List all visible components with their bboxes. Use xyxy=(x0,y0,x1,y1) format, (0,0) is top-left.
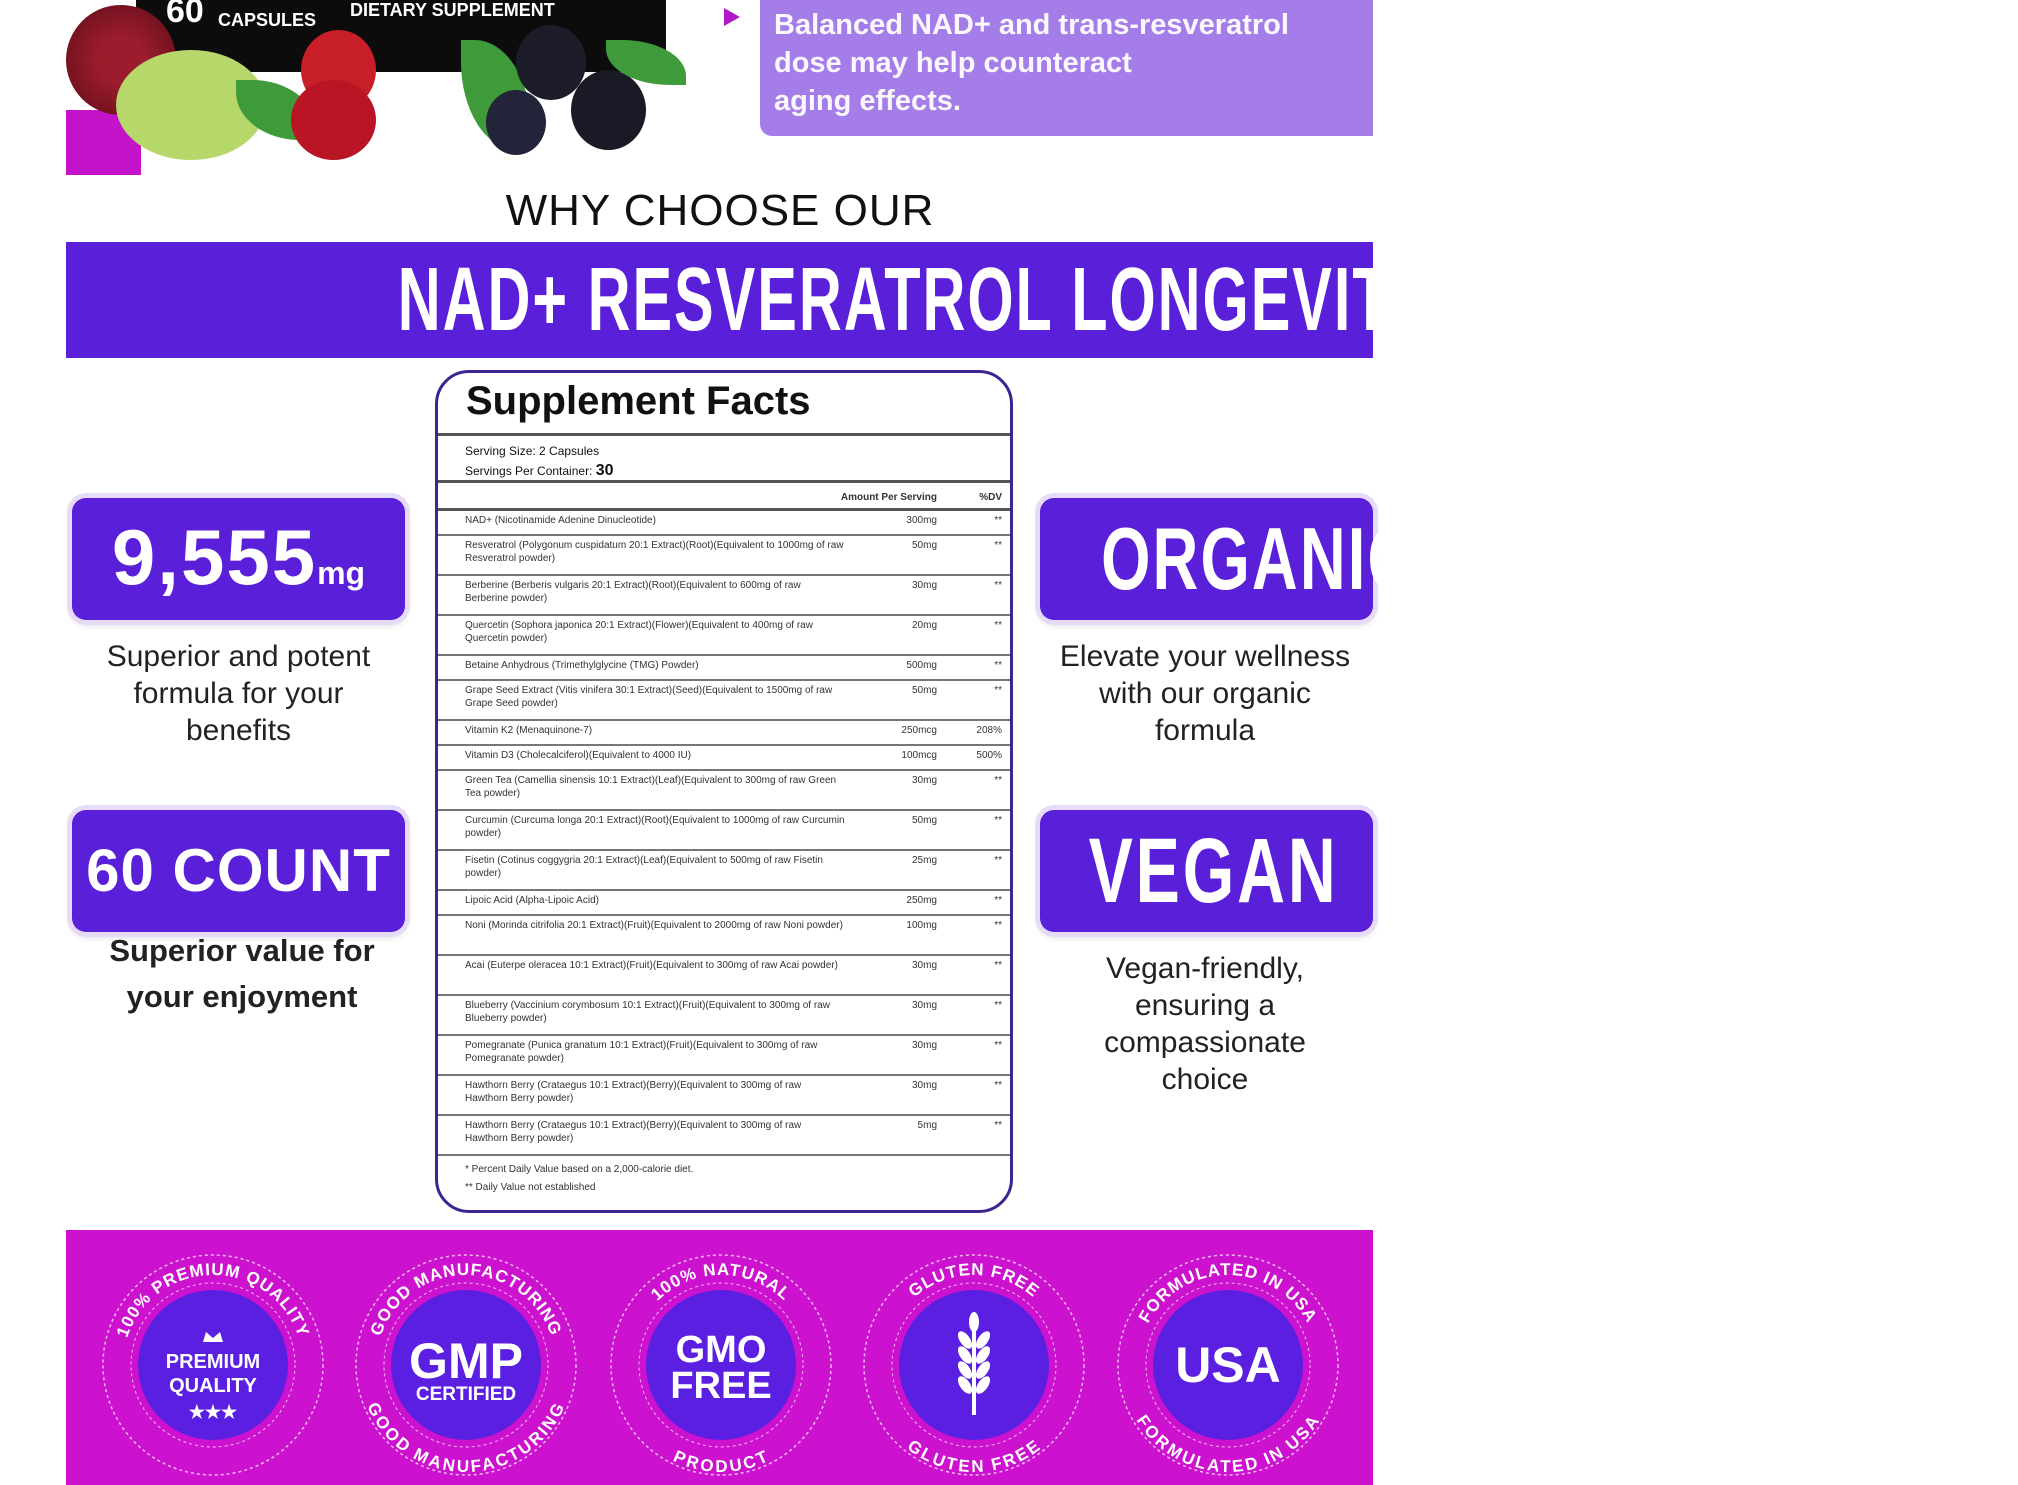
organic-caption: Elevate your wellness with our organic formula xyxy=(1059,640,1351,747)
ingredient-dv: ** xyxy=(994,580,1002,591)
product-title: NAD+ RESVERATROL LONGEVITY FUSION xyxy=(397,250,1686,350)
ingredient-dv: ** xyxy=(994,1040,1002,1051)
badge-extra-text: ★★★ xyxy=(188,1402,238,1422)
ingredient-amount: 300mg xyxy=(906,515,937,526)
svg-text:GLUTEN FREE xyxy=(904,1436,1044,1476)
ingredient-name: Grape Seed Extract (Vitis vinifera 30:1 Extract)(Seed)(Equivalent to 1500mg of raw Grape Seed powder) xyxy=(465,685,833,709)
footnote: * Percent Daily Value based on a 2,000-calorie diet. xyxy=(465,1164,694,1175)
certification-badge xyxy=(1113,1250,1343,1480)
ingredient-dv: ** xyxy=(994,685,1002,696)
organic-label: ORGANIC xyxy=(1101,509,1416,608)
servings-value: 30 xyxy=(595,462,614,479)
badge-center-text: PREMIUM xyxy=(165,1351,261,1373)
facts-row xyxy=(438,746,1010,771)
organic-badge xyxy=(1040,498,1416,620)
facts-row xyxy=(438,616,1010,656)
badge-center-text: GMP xyxy=(409,1333,523,1389)
count-badge xyxy=(72,810,405,932)
serving-size: Serving Size: 2 Capsules xyxy=(465,444,600,458)
ingredient-dv: ** xyxy=(994,540,1002,551)
ingredient-name: Berberine (Berberis vulgaris 20:1 Extract)(Root)(Equivalent to 600mg of raw Berberine powder) xyxy=(465,580,801,604)
ingredient-name: NAD+ (Nicotinamide Adenine Dinucleotide) xyxy=(465,515,656,526)
col-dv-header: %DV xyxy=(979,492,1002,503)
badge-ring-text: GLUTEN FREE xyxy=(904,1259,1044,1301)
col-amount-header: Amount Per Serving xyxy=(840,492,937,503)
badge-extra-text: CERTIFIED xyxy=(415,1384,517,1405)
facts-row xyxy=(438,956,1010,996)
ingredient-name: Hawthorn Berry (Crataegus 10:1 Extract)(Berry)(Equivalent to 300mg of raw Hawthorn Berry powder) xyxy=(465,1080,802,1104)
mg-caption: Superior and potent formula for your benefits xyxy=(106,640,371,747)
facts-row xyxy=(438,851,1010,891)
ingredient-dv: ** xyxy=(994,660,1002,671)
why-choose-heading: WHY CHOOSE OUR xyxy=(505,186,935,235)
ingredient-dv: ** xyxy=(994,895,1002,906)
facts-row xyxy=(438,916,1010,956)
certification-badge xyxy=(98,1250,328,1480)
facts-row xyxy=(438,891,1010,916)
ingredient-name: Fisetin (Cotinus coggygria 20:1 Extract)(Leaf)(Equivalent to 500mg of raw Fisetin powder) xyxy=(465,855,823,879)
ingredient-name: Quercetin (Sophora japonica 20:1 Extract)(Flower)(Equivalent to 400mg of raw Quercetin powder) xyxy=(465,620,813,644)
ingredient-dv: ** xyxy=(994,1000,1002,1011)
ingredient-dv: ** xyxy=(994,920,1002,931)
facts-row xyxy=(438,1036,1010,1076)
ingredient-dv: ** xyxy=(994,815,1002,826)
callout-box xyxy=(760,0,1373,136)
badge-ring-text: GOOD MANUFACTURING xyxy=(366,1259,566,1339)
ingredient-amount: 50mg xyxy=(911,540,937,551)
capsules-label: CAPSULES xyxy=(218,10,317,30)
ingredient-name: Curcumin (Curcuma longa 20:1 Extract)(Root)(Equivalent to 1000mg of raw Curcumin powder) xyxy=(465,815,845,839)
ingredient-name: Noni (Morinda citrifolia 20:1 Extract)(Fruit)(Equivalent to 2000mg of raw Noni powder) xyxy=(465,920,843,931)
ingredient-dv: 208% xyxy=(976,725,1002,736)
badge-ring-text: GOOD MANUFACTURING xyxy=(363,1399,569,1477)
facts-title: Supplement Facts xyxy=(466,379,811,423)
ingredient-name: Betaine Anhydrous (Trimethylglycine (TMG) Powder) xyxy=(465,660,699,671)
facts-row xyxy=(438,811,1010,851)
ingredient-amount: 100mg xyxy=(906,920,937,931)
certification-badge xyxy=(859,1250,1089,1480)
badge-ring-text: PRODUCT xyxy=(670,1446,772,1477)
facts-row xyxy=(438,996,1010,1036)
badge-center-text: GMO xyxy=(675,1329,767,1371)
ingredient-amount: 250mg xyxy=(906,895,937,906)
facts-row xyxy=(438,656,1010,681)
svg-text:PRODUCT xyxy=(671,1447,772,1476)
ingredient-dv: ** xyxy=(994,620,1002,631)
facts-row xyxy=(438,771,1010,811)
ingredient-name: Blueberry (Vaccinium corymbosum 10:1 Extract)(Fruit)(Equivalent to 300mg of raw Blueberry powder) xyxy=(465,1000,830,1024)
ingredient-amount: 30mg xyxy=(911,1040,937,1051)
badge-ring-text: FORMULATED IN USA xyxy=(1132,1411,1324,1477)
capsules-count: 60 xyxy=(166,0,204,30)
product-hero-image xyxy=(66,0,696,175)
supplement-facts-panel xyxy=(435,370,1013,1213)
ingredient-name: Green Tea (Camellia sinensis 10:1 Extract)(Leaf)(Equivalent to 300mg of raw Green Tea powder) xyxy=(465,775,837,799)
ingredient-name: Hawthorn Berry (Crataegus 10:1 Extract)(Berry)(Equivalent to 300mg of raw Hawthorn Berry powder) xyxy=(465,1120,802,1144)
vegan-badge xyxy=(1040,810,1373,932)
ingredient-dv: ** xyxy=(994,1080,1002,1091)
certification-badge xyxy=(606,1250,836,1480)
ingredient-amount: 5mg xyxy=(917,1120,937,1131)
facts-row xyxy=(438,576,1010,616)
badge-center-text: FREE xyxy=(670,1365,772,1407)
ingredient-amount: 100mcg xyxy=(901,750,937,761)
ingredient-name: Lipoic Acid (Alpha-Lipoic Acid) xyxy=(465,895,599,906)
ingredient-name: Pomegranate (Punica granatum 10:1 Extract)(Fruit)(Equivalent to 300mg of raw Pomegranate powder) xyxy=(465,1040,818,1064)
facts-rows xyxy=(438,511,1010,1156)
ingredient-amount: 30mg xyxy=(911,1080,937,1091)
ingredient-amount: 30mg xyxy=(911,775,937,786)
ingredient-amount: 25mg xyxy=(911,855,937,866)
arrow-icon xyxy=(724,8,740,26)
certification-badge xyxy=(351,1250,581,1480)
dietary-label: DIETARY SUPPLEMENT xyxy=(350,0,555,20)
ingredient-amount: 30mg xyxy=(911,580,937,591)
badge-ring-text: FORMULATED IN USA xyxy=(1134,1259,1322,1326)
ingredient-dv: ** xyxy=(994,1120,1002,1131)
mg-badge xyxy=(72,498,405,620)
footnote: ** Daily Value not established xyxy=(465,1182,596,1193)
badge-ring-text: 100% NATURAL xyxy=(647,1259,795,1305)
facts-row xyxy=(438,681,1010,721)
ingredient-dv: ** xyxy=(994,855,1002,866)
callout-line: dose may help counteract xyxy=(774,47,1132,79)
vegan-caption: Vegan-friendly, ensuring a compassionate choice xyxy=(1104,952,1306,1096)
badge-center-text: USA xyxy=(1175,1337,1281,1393)
ingredient-name: Vitamin K2 (Menaquinone-7) xyxy=(465,725,593,736)
mg-unit: mg xyxy=(317,555,366,591)
ingredient-amount: 250mcg xyxy=(901,725,937,736)
badge-ring-text: GLUTEN FREE xyxy=(904,1435,1044,1477)
ingredient-dv: ** xyxy=(994,775,1002,786)
ingredient-name: Vitamin D3 (Cholecalciferol)(Equivalent to 4000 IU) xyxy=(465,750,692,761)
ingredient-amount: 50mg xyxy=(911,815,937,826)
ingredient-name: Acai (Euterpe oleracea 10:1 Extract)(Fruit)(Equivalent to 300mg of raw Acai powder) xyxy=(465,960,838,971)
facts-row xyxy=(438,1116,1010,1156)
badge-center-text: QUALITY xyxy=(169,1375,257,1397)
servings-label: Servings Per Container: xyxy=(465,464,593,478)
callout-line: aging effects. xyxy=(774,85,961,117)
ingredient-name: Resveratrol (Polygonum cuspidatum 20:1 Extract)(Root)(Equivalent to 1000mg of raw Resveratrol powder) xyxy=(465,540,844,564)
callout-line: Balanced NAD+ and trans-resveratrol xyxy=(774,9,1289,41)
ingredient-amount: 30mg xyxy=(911,1000,937,1011)
count-caption: Superior value for your enjoyment xyxy=(109,933,375,1014)
certification-band xyxy=(66,1230,1373,1485)
ingredient-dv: ** xyxy=(994,960,1002,971)
vegan-label: VEGAN xyxy=(1088,820,1339,922)
facts-row xyxy=(438,1076,1010,1116)
badge-ring-text: 100% PREMIUM QUALITY xyxy=(112,1259,314,1340)
ingredient-dv: 500% xyxy=(976,750,1002,761)
ingredient-amount: 20mg xyxy=(911,620,937,631)
facts-row xyxy=(438,536,1010,576)
facts-row xyxy=(438,721,1010,746)
title-banner xyxy=(66,242,1686,358)
ingredient-amount: 500mg xyxy=(906,660,937,671)
mg-value: 9,555 xyxy=(111,513,318,601)
facts-row xyxy=(438,511,1010,536)
ingredient-amount: 30mg xyxy=(911,960,937,971)
ingredient-dv: ** xyxy=(994,515,1002,526)
count-label: 60 COUNT xyxy=(86,837,391,904)
ingredient-amount: 50mg xyxy=(911,685,937,696)
